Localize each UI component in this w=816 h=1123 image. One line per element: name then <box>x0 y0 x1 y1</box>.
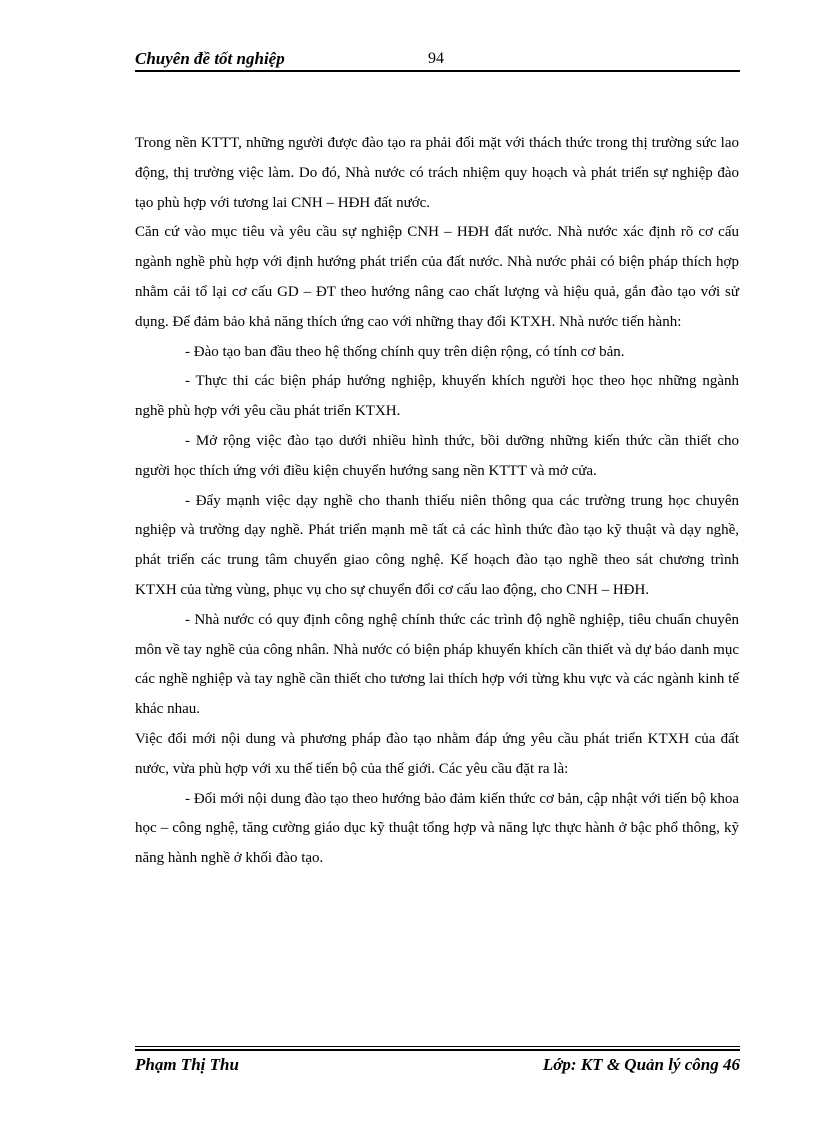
document-title: Chuyên đề tốt nghiệp <box>135 49 285 68</box>
footer-divider-thin <box>135 1046 740 1047</box>
bullet-paragraph: - Nhà nước có quy định công nghệ chính thức các trình độ nghề nghiệp, tiêu chuẩn chuyên môn về tay nghề của công nhân. Nhà nước có biện pháp khuyến khích cần thiết và dự báo danh mục các nghề nghiệp và tay nghề cần thiết cho tương lai thích hợp với từng khu vực và các ngành kinh tế khác nhau. <box>135 611 739 718</box>
paragraph: Căn cứ vào mục tiêu và yêu cầu sự nghiệp CNH – HĐH đất nước. Nhà nước xác định rõ cơ cấu ngành nghề phù hợp với định hướng phát triển của đất nước. Nhà nước phải có biện pháp thích hợp nhằm cải tổ lại cơ cấu GD – ĐT theo hướng nâng cao chất lượng và hiệu quả, gắn đào tạo với sử dụng. Để đảm bảo khả năng thích ứng cao với những thay đổi KTXH. Nhà nước tiến hành: <box>135 224 739 330</box>
page-header <box>135 48 740 72</box>
bullet-paragraph: - Mở rộng việc đào tạo dưới nhiều hình thức, bồi dưỡng những kiến thức cần thiết cho người học thích ứng với điều kiện chuyển hướng sang nền KTTT và mở cửa. <box>135 432 739 479</box>
bullet-paragraph: - Thực thi các biện pháp hướng nghiệp, khuyến khích người học theo học những ngành nghề phù hợp với yêu cầu phát triển KTXH. <box>135 373 739 420</box>
bullet-paragraph: - Đào tạo ban đầu theo hệ thống chính quy trên diện rộng, có tính cơ bản. <box>185 343 625 360</box>
paragraph: Việc đổi mới nội dung và phương pháp đào tạo nhằm đáp ứng yêu cầu phát triển KTXH của đất nước, vừa phù hợp với xu thế tiến bộ của thế giới. Các yêu cầu đặt ra là: <box>135 730 739 777</box>
paragraph: Trong nền KTTT, những người được đào tạo ra phải đối mặt với thách thức trong thị trường sức lao động, thị trường việc làm. Do đó, Nhà nước có trách nhiệm quy hoạch và phát triển sự nghiệp đào tạo phù hợp với tương lai CNH – HĐH đất nước. <box>135 135 739 211</box>
class-name: Lớp: KT & Quản lý công 46 <box>542 1055 740 1074</box>
footer-divider-thick <box>135 1049 740 1051</box>
header-divider <box>135 70 740 72</box>
author-name: Phạm Thị Thu <box>135 1055 239 1074</box>
bullet-paragraph: - Đẩy mạnh việc dạy nghề cho thanh thiếu niên thông qua các trường trung học chuyên nghiệp và trường dạy nghề. Phát triển mạnh mẽ tất cả các hình thức đào tạo kỹ thuật và dạy nghề, phát triển các trung tâm chuyển giao công nghệ. Kế hoạch đào tạo nghề theo sát chương trình KTXH của từng vùng, phục vụ cho sự chuyển đổi cơ cấu lao động, cho CNH – HĐH. <box>135 492 739 598</box>
page-footer <box>135 1046 740 1076</box>
bullet-paragraph: - Đổi mới nội dung đào tạo theo hướng bảo đảm kiến thức cơ bản, cập nhật với tiến bộ khoa học – công nghệ, tăng cường giáo dục kỹ thuật tổng hợp và năng lực thực hành ở bậc phổ thông, kỹ năng hành nghề ở khối đào tạo. <box>135 790 739 867</box>
page-body <box>135 129 739 874</box>
page-number: 94 <box>428 50 444 67</box>
